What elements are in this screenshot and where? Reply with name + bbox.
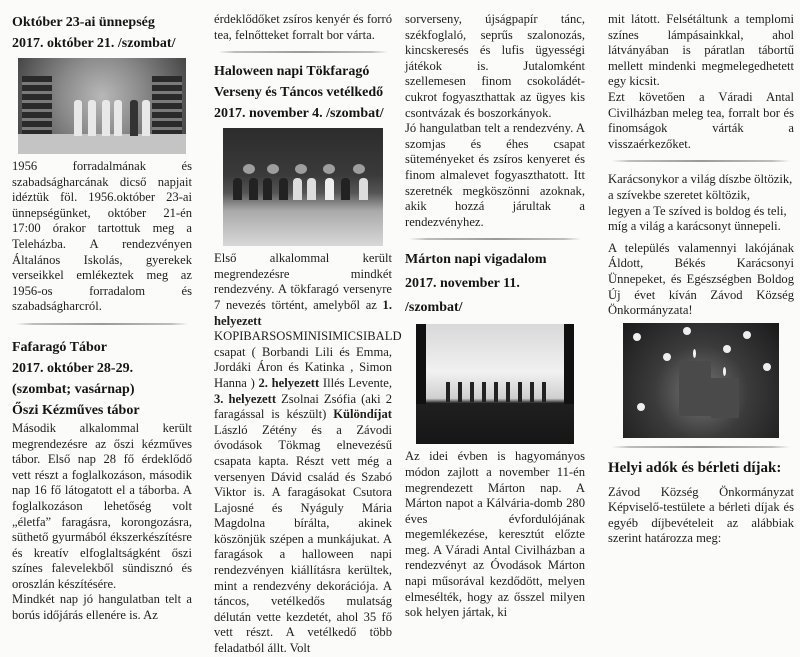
article-title: Fafaragó Tábor [12, 339, 108, 355]
divider [612, 160, 790, 162]
article-date: 2017. október 21. /szombat/ [12, 36, 176, 51]
article-days: (szombat; vasárnap) [12, 381, 135, 397]
article-continuation: érdeklődőket zsíros kenyér és forró tea, felnőtteket forralt bor várta. [214, 12, 392, 42]
poem-line: a szívekbe szeretet költözik, [608, 187, 750, 202]
article-title-line2: Verseny és Táncos vetélkedő [214, 85, 384, 101]
article-local-taxes [608, 458, 794, 547]
article-continuation: mit látott. Felsétáltunk a templomi színes lámpásainkkal, ahol látványában is páratlan tábortű mellett mindenki megmelegedhetett egy kicsit. [608, 12, 794, 89]
article-title: Október 23-ai ünnepség [12, 15, 155, 30]
first-place: 1. helyezett [214, 297, 392, 328]
poem-line: Karácsonykor a világ díszbe öltözik, [608, 172, 793, 187]
poem-line: legyen a Te szíved is boldog és teli, [608, 203, 787, 218]
photo-pumpkin-carving [223, 128, 383, 246]
column-2 [214, 12, 402, 657]
article-marton-day [405, 248, 585, 621]
divider [16, 323, 188, 325]
article-october-23 [12, 12, 192, 315]
article-title: Márton napi vigadalom [405, 252, 547, 268]
text: KOPIBARSOSMINISIMICSIBALD csapat ( Borbandi Lili és Emma, Jordáki Áron és Katinka , Simon Hanna ) [214, 329, 402, 390]
third-place: 3. helyezett [214, 391, 277, 406]
special-prize: Különdíjat [333, 407, 392, 422]
article-body: 1956 forradalmának és szabadságharcának dicső napjait idéztük föl. 1956.október 23-ai ünnepségünket, október 21-én 17:00 órakor tartottuk meg a Teleházba. A rendezvényen Általános Iskolás, gyerekek verseikkel emlékeztek meg az 1956-os forradalom és szabadságharcról. [12, 159, 192, 314]
article-body: Második alkalommal került megrendezésre az őszi kézműves tábor. Első nap 28 fő érdeklődő vett részt a foglalkozáson, második nap 16 fő látogatott el a táborba. A foglalkozáson lehetőség volt „életfa” faragásra, korongozásra, süthető gyurmából ékszerkészítésre és kreatív elfoglaltságként őszi színes falevelekből sündisznó és oroszlán készítésére. [12, 420, 192, 591]
article-woodcarving-camp [12, 337, 192, 624]
christmas-greeting: A település valamennyi lakójának Áldott, Békés Karácsonyi Ünnepeket, és Egészségben Boldog Új évet kíván Závod Község Önkormányzata! [608, 240, 794, 318]
column-1 [12, 12, 192, 624]
article-date: 2017. november 11. [405, 276, 520, 292]
article-body: Závod Község Önkormányzat Képviselő-testülete a bérleti díjak és egyéb díjbevételeit az alábbiak szerint határozza meg: [608, 484, 794, 546]
text: Zsolnai Zsófia (aki 2 faragással is készült) [214, 391, 392, 422]
divider [612, 446, 790, 448]
column-3 [405, 12, 585, 621]
article-continuation: sorverseny, újságpapír tánc, székfoglaló, seprűs szalonozás, kincskeresés és lufis ügyességi játékok is. Jutalomként szellemesen finom csokoládét-cukrot fogyaszthattak az ügyes kis csontvázak és boszorkányok. [405, 12, 585, 120]
article-continuation: Jó hangulatban telt a rendezvény. A szomjas és éhes csapat süteményeket és zsíros kenyeret és finom almalevet fogyaszthatott. Itt szeretnék megköszönni azoknak, akik hozzá járultak a rendezvényhez. [405, 121, 585, 229]
text: László Zétény és a Závodi óvodások Tökmag elnevezésű csapata kapta. Részt vett még a versenyen Dávid család és Szabó Viktor is. A faragásokat Csutora Lajosné és Nyáguly Mária Magdolna bírálta, akinek köszönjük szépen a munkájukat. A faragások a halloween napi rendezvényen kiállításra kerültek, mint a rendezvény dekorációja. A táncos, vetélkedős mulatság délután vette kezdetét, ahol 35 fő vett részt. A vetélkedő több feladatból állt. Volt [214, 422, 392, 656]
article-date: 2017. október 28-29. [12, 360, 134, 376]
article-continuation: Ezt követően a Váradi Antal Civilházban meleg tea, forralt bor és finomságok várták a visszaérkezőket. [608, 89, 794, 151]
photo-stage-dance [416, 324, 574, 444]
column-4 [608, 12, 794, 547]
christmas-poem [608, 172, 794, 234]
divider [218, 51, 388, 53]
photo-christmas-candles [623, 323, 779, 438]
article-title: Helyi adók és bérleti díjak: [608, 459, 782, 476]
divider [409, 238, 581, 240]
text: Illés Levente, [319, 375, 392, 390]
article-halloween [214, 61, 402, 656]
article-day: /szombat/ [405, 300, 463, 316]
article-title: Haloween napi Tökfaragó [214, 64, 370, 80]
second-place: 2. helyezett [258, 375, 320, 390]
photo-ceremony-library [18, 58, 186, 154]
poem-line: míg a világ a karácsonyt ünnepeli. [608, 219, 781, 234]
text: Első alkalommal került megrendezésre mindkét rendezvény. A tökfaragó versenyre 7 nevezés történt, amelyből az [214, 251, 392, 312]
article-date: 2017. november 4. /szombat/ [214, 106, 384, 122]
article-body: Mindkét nap jó hangulatban telt a borús időjárás ellenére is. Az [12, 592, 192, 623]
article-subtitle: Őszi Kézműves tábor [12, 402, 140, 418]
article-body [214, 251, 402, 656]
article-body: Az idei évben is hagyományos módon zajlott a november 11-én megrendezett Márton nap. A Márton napot a Kálvária-domb 280 éves évfordulójának megemlékezése, keresztút előzte meg. A Váradi Antal Civilházban a rendezvényt az Óvodások Márton napi műsorával kezdődött, melyen elmesélték, hogy az ősszel milyen sok helyen jártak, ki [405, 449, 585, 620]
